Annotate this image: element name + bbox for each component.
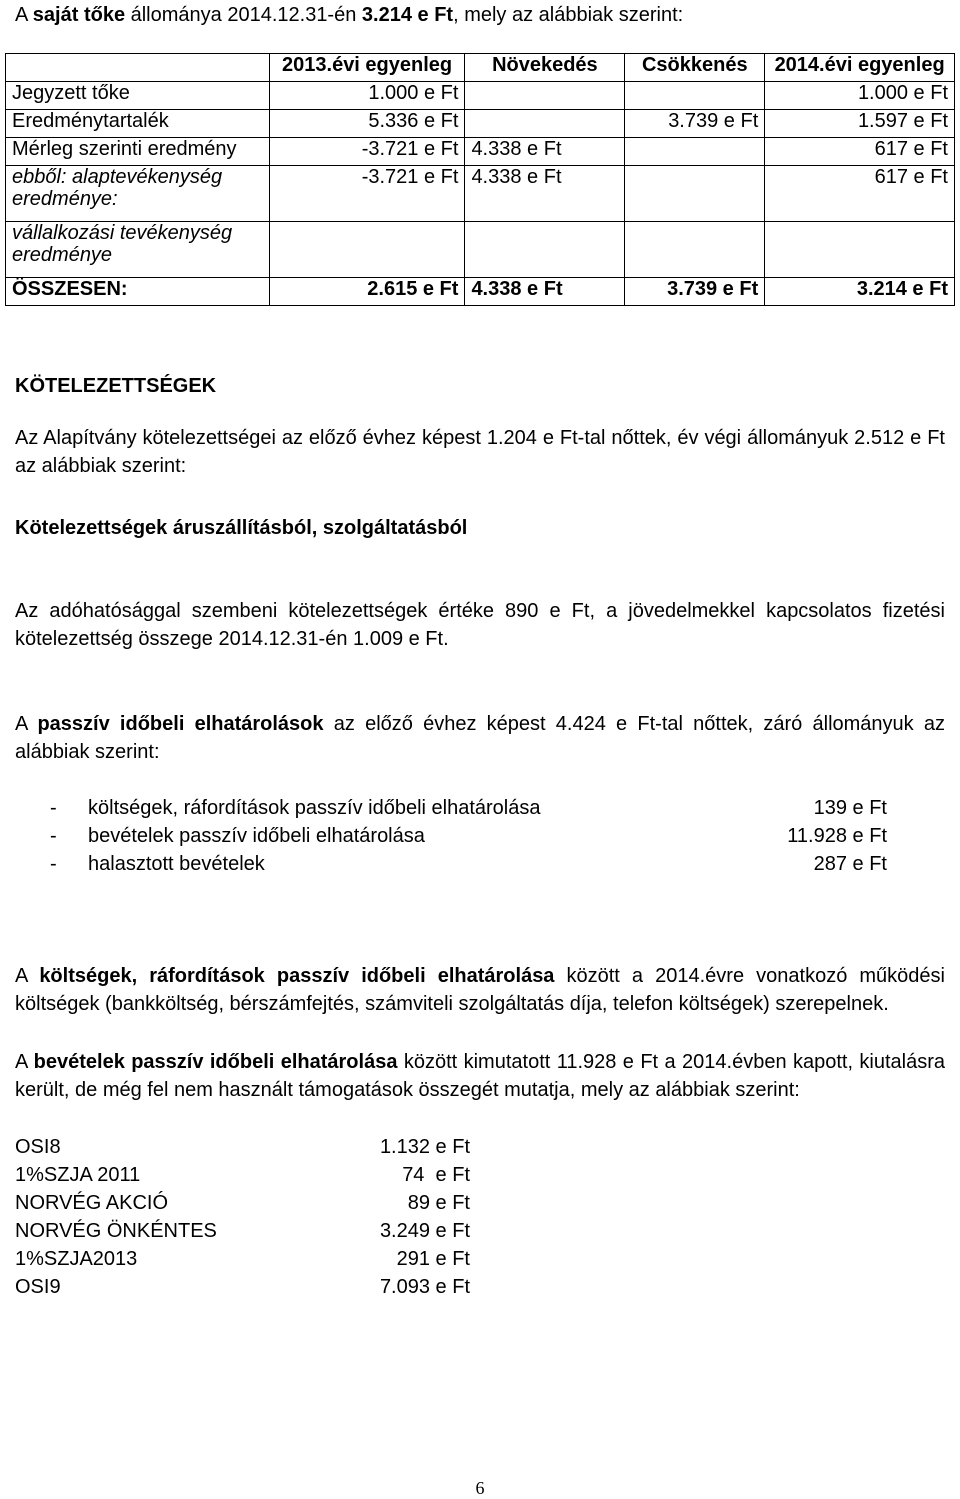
row-label: Eredménytartalék: [6, 110, 270, 138]
row-label: vállalkozási tevékenység eredménye: [6, 222, 270, 278]
list-item: [15, 850, 887, 878]
equity-table-header: [6, 54, 955, 82]
tax-liabilities-text: Az adóhatósággal szembeni kötelezettségek értéke 890 e Ft, a jövedelmekkel kapcsolatos fizetési kötelezettség összege 2014.12.31-én 1.009 e Ft.: [15, 600, 945, 650]
liabilities-subheading: Kötelezettségek áruszállításból, szolgáltatásból: [15, 517, 468, 539]
grant-amount: 89 e Ft: [407, 1192, 470, 1214]
list-item: [15, 1133, 470, 1161]
row-label: Mérleg szerinti eredmény: [6, 138, 270, 166]
row-label: ÖSSZESEN:: [6, 278, 270, 306]
grant-name: 1%SZJA2013: [15, 1248, 138, 1270]
increase-cell: [465, 82, 625, 110]
liabilities-text: Az Alapítvány kötelezettségei az előző évhez képest 1.204 e Ft-tal nőttek, év végi állományuk 2.512 e Ft az alábbiak szerint:: [15, 427, 945, 477]
revenue-suffix: között kimutatott 11.928 e Ft a 2014.évben kapott, kiutalásra került, de még fel nem használt támogatások összegét mutatja, mely az alábbiak szerint:: [15, 1051, 945, 1101]
grant-amount: 74 e Ft: [402, 1164, 470, 1186]
list-dash: -: [50, 797, 57, 819]
intro-line: [15, 2, 683, 28]
table-row: [6, 82, 955, 110]
closing-cell: 617 e Ft: [765, 138, 955, 166]
row-label: Jegyzett tőke: [6, 82, 270, 110]
list-item: [15, 1217, 470, 1245]
decrease-cell: [625, 166, 765, 222]
grant-name: OSI9: [15, 1276, 61, 1298]
accruals-prefix: A: [15, 713, 38, 735]
decrease-cell: 3.739 e Ft: [625, 278, 765, 306]
grant-name: 1%SZJA 2011: [15, 1164, 141, 1186]
table-row: [6, 222, 955, 278]
revenue-prefix: A: [15, 1051, 34, 1073]
list-item: [15, 1245, 470, 1273]
list-dash: -: [50, 853, 57, 875]
accruals-text: [15, 710, 945, 766]
equity-table: [5, 53, 955, 306]
accruals-term: passzív időbeli elhatárolások: [37, 713, 324, 735]
header-cell: [6, 54, 270, 82]
intro-equity-total: 3.214 e Ft: [361, 4, 454, 26]
increase-cell: [465, 110, 625, 138]
costs-suffix: között a 2014.évre vonatkozó működési költségek (bankköltség, bérszámfejtés, számviteli szolgáltatás díja, telefon költségek) szerepelnek.: [15, 965, 945, 1015]
opening-cell: 1.000 e Ft: [269, 82, 465, 110]
intro-middle: állománya 2014.12.31-én: [125, 4, 362, 26]
decrease-cell: [625, 138, 765, 166]
grant-amount: 291 e Ft: [396, 1248, 470, 1270]
header-cell: Növekedés: [465, 54, 625, 82]
intro-suffix: , mely az alábbiak szerint:: [453, 4, 684, 26]
opening-cell: -3.721 e Ft: [269, 166, 465, 222]
list-item: [15, 1273, 470, 1301]
costs-term: költségek, ráfordítások passzív időbeli elhatárolása: [39, 965, 555, 987]
grant-amount: 1.132 e Ft: [379, 1136, 470, 1158]
list-amount: 139 e Ft: [813, 797, 887, 819]
increase-cell: 4.338 e Ft: [465, 166, 625, 222]
list-item: [15, 822, 887, 850]
header-cell: 2013.évi egyenleg: [269, 54, 465, 82]
opening-cell: 5.336 e Ft: [269, 110, 465, 138]
header-cell: 2014.évi egyenleg: [765, 54, 955, 82]
accruals-suffix: az előző évhez képest 4.424 e Ft-tal nőttek, záró állományuk az alábbiak szerint:: [15, 713, 946, 763]
grant-name: NORVÉG ÖNKÉNTES: [15, 1220, 217, 1242]
closing-cell: 1.597 e Ft: [765, 110, 955, 138]
table-total-row: [6, 278, 955, 306]
grant-name: OSI8: [15, 1136, 61, 1158]
list-amount: 11.928 e Ft: [787, 825, 887, 847]
opening-cell: -3.721 e Ft: [269, 138, 465, 166]
table-row: [6, 166, 955, 222]
table-row: [6, 110, 955, 138]
opening-cell: 2.615 e Ft: [269, 278, 465, 306]
list-item: [15, 1161, 470, 1189]
increase-cell: 4.338 e Ft: [465, 278, 625, 306]
liabilities-heading: KÖTELEZETTSÉGEK: [15, 375, 217, 397]
row-label: ebből: alaptevékenység eredménye:: [6, 166, 270, 222]
intro-prefix: A: [15, 4, 33, 26]
increase-cell: [465, 222, 625, 278]
increase-cell: 4.338 e Ft: [465, 138, 625, 166]
opening-cell: [269, 222, 465, 278]
list-label: költségek, ráfordítások passzív időbeli elhatárolása: [88, 797, 541, 819]
closing-cell: 3.214 e Ft: [765, 278, 955, 306]
list-dash: -: [50, 825, 57, 847]
list-item: [15, 794, 887, 822]
revenue-term: bevételek passzív időbeli elhatárolása: [33, 1051, 398, 1073]
list-label: bevételek passzív időbeli elhatárolása: [88, 825, 425, 847]
costs-prefix: A: [15, 965, 40, 987]
closing-cell: 1.000 e Ft: [765, 82, 955, 110]
list-amount: 287 e Ft: [813, 853, 887, 875]
decrease-cell: [625, 222, 765, 278]
closing-cell: 617 e Ft: [765, 166, 955, 222]
list-label: halasztott bevételek: [88, 853, 265, 875]
decrease-cell: 3.739 e Ft: [625, 110, 765, 138]
costs-accrual-paragraph: [15, 962, 945, 1018]
decrease-cell: [625, 82, 765, 110]
grant-amount: 3.249 e Ft: [379, 1220, 470, 1242]
table-row: [6, 138, 955, 166]
grant-name: NORVÉG AKCIÓ: [15, 1192, 169, 1214]
revenue-accrual-paragraph: [15, 1048, 945, 1104]
closing-cell: [765, 222, 955, 278]
list-item: [15, 1189, 470, 1217]
intro-equity-term: saját tőke: [32, 4, 126, 26]
grant-amount: 7.093 e Ft: [379, 1276, 470, 1298]
header-cell: Csökkenés: [625, 54, 765, 82]
page-number: 6: [475, 1478, 485, 1498]
